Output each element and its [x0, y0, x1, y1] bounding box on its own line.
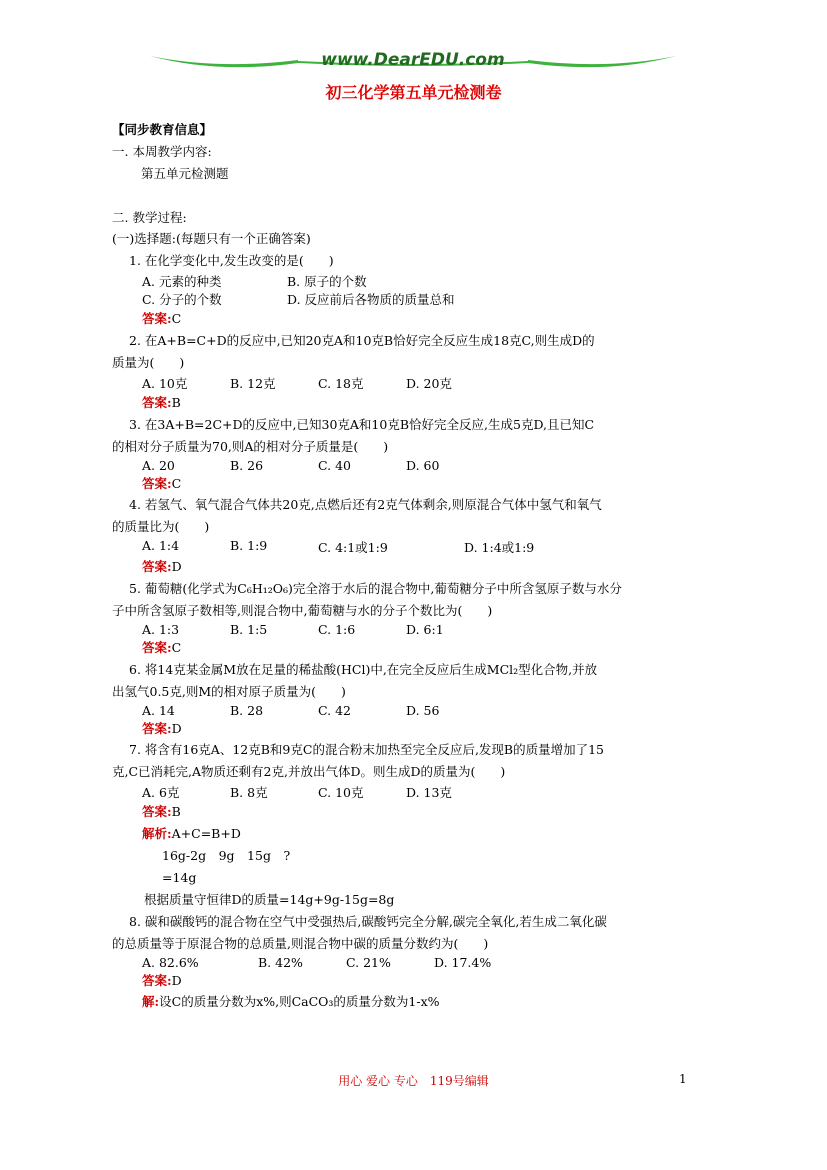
question-6-stem-line-1: 6. 将14克某金属M放在足量的稀盐酸(HCl)中,在完全反应后生成MCl₂型化合物,并放 — [129, 661, 598, 677]
question-3-option-d: D. 60 — [406, 457, 440, 473]
answer-value: D — [171, 559, 182, 575]
question-2-stem-line-1: 2. 在A+B=C+D的反应中,已知20克A和10克B恰好完全反应生成18克C,则生成D的 — [129, 333, 595, 349]
question-2-stem-line-2: 质量为( ) — [112, 355, 185, 371]
question-4-options — [112, 538, 722, 556]
page-number: 1 — [679, 1072, 687, 1086]
question-2-option-d: D. 20克 — [406, 375, 452, 391]
question-3-options — [112, 458, 722, 473]
answer-value: C — [171, 475, 182, 491]
spacer — [112, 185, 722, 207]
question-7-analysis — [112, 823, 722, 845]
question-5-option-a: A. 1:3 — [142, 621, 180, 637]
question-8-solution — [112, 991, 722, 1013]
question-5-stem-line-2: 子中所含氢原子数相等,则混合物中,葡萄糖与水的分子个数比为( ) — [112, 603, 493, 619]
question-5-option-b: B. 1:5 — [230, 621, 268, 637]
question-4-answer — [112, 556, 722, 578]
question-6-answer — [112, 718, 722, 740]
question-8-option-b: B. 42% — [258, 954, 303, 970]
question-2-options — [112, 374, 722, 392]
question-2-option-c: C. 18克 — [318, 375, 364, 391]
answer-label: 答案: — [142, 639, 172, 655]
section-info-heading: 【同步教育信息】 — [112, 122, 213, 137]
question-2-answer — [112, 392, 722, 414]
question-1-stem: 1. 在化学变化中,发生改变的是( ) — [129, 253, 334, 269]
question-4-option-a: A. 1:4 — [142, 538, 180, 554]
question-3-answer — [112, 473, 722, 495]
page-footer: 用心 爱心 专心 119号编辑 — [338, 1074, 489, 1088]
question-4-option-d: D. 1:4或1:9 — [464, 540, 535, 556]
section-1-content: 第五单元检测题 — [141, 165, 229, 181]
question-7-stem-line-1: 7. 将含有16克A、12克B和9克C的混合粉末加热至完全反应后,发现B的质量增加了15 — [129, 742, 605, 758]
question-7-work-line-2: =14g — [162, 869, 197, 885]
question-5-option-c: C. 1:6 — [318, 621, 356, 637]
section-2-subheading: (一)选择题:(每题只有一个正确答案) — [112, 231, 311, 247]
question-4-stem-line-2: 的质量比为( ) — [112, 519, 210, 535]
question-3-option-a: A. 20 — [142, 457, 175, 473]
solution-label: 解: — [142, 994, 160, 1010]
question-6-option-a: A. 14 — [142, 702, 175, 718]
question-3-stem-line-1: 3. 在3A+B=2C+D的反应中,已知30克A和10克B恰好完全反应,生成5克D,且已知C — [129, 416, 595, 432]
section-2-heading: 二. 教学过程: — [112, 209, 187, 225]
question-8-answer — [112, 970, 722, 992]
answer-label: 答案: — [142, 720, 172, 736]
question-5-options — [112, 622, 722, 637]
question-7-stem-line-2: 克,C已消耗完,A物质还剩有2克,并放出气体D。则生成D的质量为( ) — [112, 764, 506, 780]
question-1-option-a: A. 元素的种类 — [142, 274, 222, 290]
question-5-answer — [112, 637, 722, 659]
question-6-option-c: C. 42 — [318, 702, 351, 718]
document-body — [112, 119, 722, 1013]
question-8-stem-line-1: 8. 碳和碳酸钙的混合物在空气中受强热后,碳酸钙完全分解,碳完全氧化,若生成二氧化碳 — [129, 913, 607, 929]
answer-value: B — [171, 394, 181, 410]
question-3-option-c: C. 40 — [318, 457, 351, 473]
section-1-heading: 一. 本周教学内容: — [112, 143, 212, 159]
question-2-option-b: B. 12克 — [230, 375, 276, 391]
answer-label: 答案: — [142, 394, 172, 410]
answer-label: 答案: — [142, 475, 172, 491]
solution-text: 设C的质量分数为x%,则CaCO₃的质量分数为1-x% — [159, 994, 440, 1010]
question-1-option-c: C. 分子的个数 — [142, 292, 222, 308]
question-4-option-c: C. 4:1或1:9 — [318, 540, 388, 556]
question-5-stem-line-1: 5. 葡萄糖(化学式为C₆H₁₂O₆)完全溶于水后的混合物中,葡萄糖分子中所含氢原子数与水分 — [129, 581, 622, 597]
question-8-option-d: D. 17.4% — [434, 954, 492, 970]
answer-label: 答案: — [142, 804, 172, 820]
question-1-option-d: D. 反应前后各物质的质量总和 — [287, 292, 455, 308]
answer-label: 答案: — [142, 972, 172, 988]
answer-value: B — [171, 804, 181, 820]
question-7-work-line-1: 16g-2g 9g 15g ? — [162, 848, 291, 864]
question-8-option-c: C. 21% — [346, 954, 391, 970]
question-7-options — [112, 783, 722, 801]
site-header — [148, 48, 678, 74]
question-7-option-d: D. 13克 — [406, 785, 452, 801]
question-1-options-row-1 — [112, 272, 722, 290]
answer-value: C — [171, 639, 182, 655]
answer-value: D — [171, 972, 182, 988]
analysis-equation: A+C=B+D — [171, 826, 241, 842]
question-5-option-d: D. 6:1 — [406, 621, 444, 637]
answer-value: D — [171, 720, 182, 736]
question-1-answer — [112, 308, 722, 330]
answer-label: 答案: — [142, 559, 172, 575]
analysis-label: 解析: — [142, 826, 172, 842]
document-title: 初三化学第五单元检测卷 — [325, 83, 502, 102]
site-logo-text: www.DearEDU.com — [321, 50, 505, 70]
answer-value: C — [171, 311, 182, 327]
question-8-stem-line-2: 的总质量等于原混合物的总质量,则混合物中碳的质量分数约为( ) — [112, 935, 489, 951]
question-6-options — [112, 703, 722, 718]
question-7-option-b: B. 8克 — [230, 785, 268, 801]
question-1-option-b: B. 原子的个数 — [287, 274, 367, 290]
question-7-option-a: A. 6克 — [142, 785, 180, 801]
question-7-conclusion: 根据质量守恒律D的质量=14g+9g-15g=8g — [144, 891, 395, 907]
question-6-option-b: B. 28 — [230, 702, 264, 718]
question-1-options-row-2 — [112, 290, 722, 308]
question-2-option-a: A. 10克 — [142, 375, 188, 391]
question-8-options — [112, 955, 722, 970]
answer-label: 答案: — [142, 311, 172, 327]
question-6-stem-line-2: 出氢气0.5克,则M的相对原子质量为( ) — [112, 683, 346, 699]
question-8-option-a: A. 82.6% — [142, 954, 199, 970]
question-4-stem-line-1: 4. 若氢气、氧气混合气体共20克,点燃后还有2克气体剩余,则原混合气体中氢气和氧气 — [129, 497, 602, 513]
question-7-answer — [112, 801, 722, 823]
question-7-option-c: C. 10克 — [318, 785, 364, 801]
question-4-option-b: B. 1:9 — [230, 538, 268, 554]
question-3-stem-line-2: 的相对分子质量为70,则A的相对分子质量是( ) — [112, 438, 389, 454]
question-3-option-b: B. 26 — [230, 457, 264, 473]
question-6-option-d: D. 56 — [406, 702, 440, 718]
